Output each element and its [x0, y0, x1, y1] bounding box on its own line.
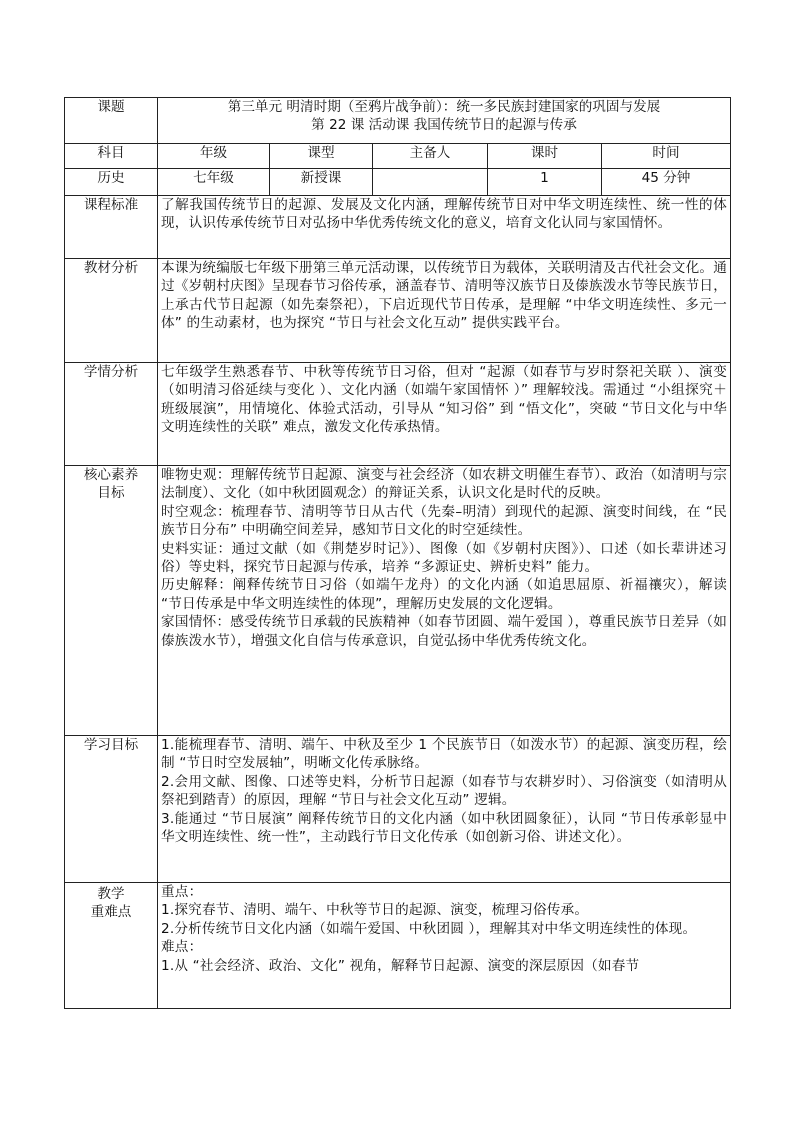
type-header: 课型: [270, 144, 373, 169]
spatiotemporal-paragraph: 时空观念：梳理春节、清明等节日从古代（先秦–明清）到现代的起源、演变时间线，在 “民族节日分布” 中明确空间差异，感知节日文化的时空延续性。: [161, 503, 727, 539]
learning-goals-text: [158, 736, 731, 883]
difficulty-item: 1.从 “社会经济、政治、文化” 视角，解释节日起源、演变的深层原因（如春节: [161, 957, 640, 974]
key-points-row: [65, 883, 731, 1009]
textbook-analysis-text: [158, 259, 731, 363]
time-value: 45 分钟: [602, 169, 731, 196]
lesson-title: [158, 98, 731, 144]
focus-item: 2.分析传统节日文化内涵（如端午爱国、中秋团圆 ），理解其对中华文明连续性的体现。: [161, 920, 697, 937]
core-literacy-label: [65, 466, 158, 736]
lesson-subtitle: 第 22 课 活动课 我国传统节日的起源与传承: [311, 117, 577, 134]
time-header: 时间: [602, 144, 731, 169]
curriculum-standard-label: 课程标准: [65, 196, 158, 259]
focus-item: 1.探究春节、清明、端午、中秋等节日的起源、演变，梳理习俗传承。: [161, 902, 589, 919]
grade-header: 年级: [158, 144, 270, 169]
evidence-paragraph: 史料实证：通过文献（如《荆楚岁时记》）、图像（如《岁朝村庆图》）、口述（如长辈讲述习俗）等史料，探究节日起源与传承，培养 “多源证史、辨析史料” 能力。: [161, 540, 727, 576]
unit-title: 第三单元 明清时期（至鸦片战争前）：统一多民族封建国家的巩固与发展: [227, 99, 661, 115]
label-line: 目标: [97, 485, 125, 502]
label-line: 核心素养: [83, 467, 139, 483]
paragraph: 七年级学生熟悉春节、中秋等传统节日习俗，但对 “起源（如春节与岁时祭祀关联 ）、演变（如明清习俗延续与变化 ）、文化内涵（如端午家国情怀 ）” 理解较浅。需通过 “小组探究＋班级展演”，用情境化、体验式活动，引导从 “知习俗” 到 “悟文化”，突破 “节日文化与中华文明连续性的关联” 难点，激发文化传承热情。: [161, 364, 727, 436]
topic-label: 课题: [65, 98, 158, 144]
textbook-analysis-label: 教材分析: [65, 259, 158, 363]
label-line: 教学: [97, 886, 125, 902]
core-literacy-row: [65, 466, 731, 736]
patriotism-paragraph: 家国情怀：感受传统节日承载的民族精神（如春节团圆、端午爱国 ），尊重民族节日差异（如傣族泼水节），增强文化自信与传承意识，自觉弘扬中华优秀传统文化。: [161, 614, 727, 649]
label-line: 重难点: [90, 904, 132, 921]
grade-value: 七年级: [158, 169, 270, 196]
preparer-value: [373, 169, 488, 196]
goal-item: 2.会用文献、图像、口述等史料，分析节日起源（如春节与农耕岁时）、习俗演变（如清明从祭祀到踏青）的原因，理解 “节日与社会文化互动” 逻辑。: [161, 773, 727, 809]
title-row: [65, 98, 731, 144]
preparer-header: 主备人: [373, 144, 488, 169]
paragraph: 本课为统编版七年级下册第三单元活动课，以传统节日为载体，关联明清及古代社会文化。通过《岁朝村庆图》呈现春节习俗传承，涵盖春节、清明等汉族节日及傣族泼水节等民族节日，上承古代节日起源（如先秦祭祀），下启近现代节日传承，是理解 “中华文明连续性、多元一体” 的生动素材，也为探究 “节日与社会文化互动” 提供实践平台。: [161, 260, 727, 332]
info-value-row: [65, 169, 731, 196]
type-value: 新授课: [270, 169, 373, 196]
periods-value: 1: [488, 169, 602, 196]
lesson-plan-table: [64, 97, 731, 1009]
interpretation-paragraph: 历史解释：阐释传统节日习俗（如端午龙舟）的文化内涵（如追思屈原、祈福禳灾），解读 “节日传承是中华文明连续性的体现”，理解历史发展的文化逻辑。: [161, 577, 727, 612]
paragraph: 了解我国传统节日的起源、发展及文化内涵，理解传统节日对中华文明连续性、统一性的体现，认识传承传统节日对弘扬中华优秀传统文化的意义，培育文化认同与家国情怀。: [161, 197, 727, 232]
learner-analysis-text: [158, 363, 731, 466]
curriculum-standard-row: [65, 196, 731, 259]
subject-value: 历史: [65, 169, 158, 196]
key-points-label: [65, 883, 158, 1009]
materialism-paragraph: 唯物史观：理解传统节日起源、演变与社会经济（如农耕文明催生春节）、政治（如清明与宗法制度）、文化（如中秋团圆观念）的辩证关系，认识文化是时代的反映。: [161, 467, 727, 502]
difficulty-heading: 难点：: [161, 939, 203, 956]
curriculum-standard-text: [158, 196, 731, 259]
subject-header: 科目: [65, 144, 158, 169]
core-literacy-text: [158, 466, 731, 736]
learner-analysis-row: [65, 363, 731, 466]
key-points-text: [158, 883, 731, 1009]
info-header-row: [65, 144, 731, 169]
learning-goals-row: [65, 736, 731, 883]
goal-item: 3.能通过 “节日展演” 阐释传统节日的文化内涵（如中秋团圆象征），认同 “节日传承彰显中华文明连续性、统一性”，主动践行节日文化传承（如创新习俗、讲述文化）。: [161, 810, 727, 846]
textbook-analysis-row: [65, 259, 731, 363]
focus-heading: 重点：: [161, 884, 203, 900]
learning-goals-label: 学习目标: [65, 736, 158, 883]
goal-item: 1.能梳理春节、清明、端午、中秋及至少 1 个民族节日（如泼水节）的起源、演变历程，绘制 “节日时空发展轴”，明晰文化传承脉络。: [161, 737, 727, 772]
periods-header: 课时: [488, 144, 602, 169]
learner-analysis-label: 学情分析: [65, 363, 158, 466]
